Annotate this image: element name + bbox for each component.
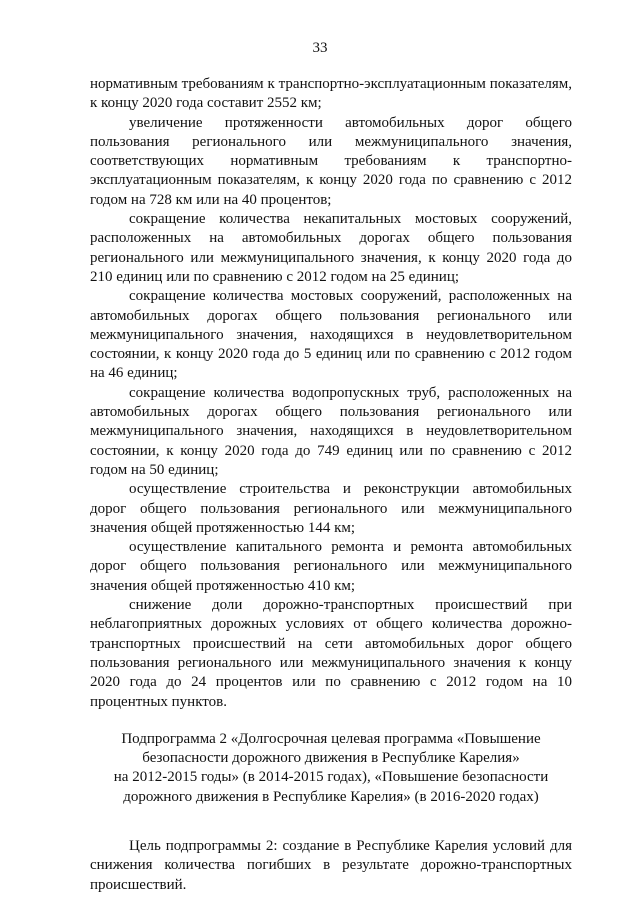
paragraph-continuation: нормативным требованиям к транспортно-эксплуатационным показателям, к концу 2020 года составит 2552 км; (90, 76, 572, 112)
subprogram-heading (90, 730, 572, 807)
subprogram-heading-line: дорожного движения в Республике Карелия» (в 2016-2020 годах) (123, 788, 539, 805)
subprogram-heading-line: Подпрограмма 2 «Долгосрочная целевая программа «Повышение (121, 730, 541, 747)
paragraph-accident-share: снижение доли дорожно-транспортных происшествий при неблагоприятных дорожных условиях от общего количества дорожно-транспортных происшествий на сети автомобильных дорог общего пользования регионального или межмуниципального значения к концу 2020 года до 24 процентов или по сравнению с 2012 годом на 10 процентных пунктов. (90, 597, 572, 710)
page-number: 33 (312, 40, 328, 56)
paragraph-unsatisfactory-bridges: сокращение количества мостовых сооружений, расположенных на автомобильных дорогах общего пользования регионального или межмуниципального значения, находящихся в неудовлетворительном состоянии, к концу 2020 года до 5 единиц или по сравнению с 2012 годом на 46 единиц; (90, 288, 572, 382)
paragraph-noncapital-bridges: сокращение количества некапитальных мостовых сооружений, расположенных на автомобильных дорогах общего пользования регионального или межмуниципального значения, к концу 2020 года до 210 единиц или по сравнению с 2012 годом на 25 единиц; (90, 211, 572, 285)
subprogram-goal-paragraph: Цель подпрограммы 2: создание в Республике Карелия условий для снижения количества погибших в результате дорожно-транспортных происшествий. (90, 837, 572, 893)
subprogram-heading-line: безопасности дорожного движения в Республике Карелия» (142, 750, 520, 767)
paragraph-road-length-increase: увеличение протяженности автомобильных дорог общего пользования регионального или межмуниципального значения, соответствующих нормативным требованиям к транспортно-эксплуатационным показателям, к концу 2020 года по сравнению с 2012 годом на 728 км или на 40 процентов; (90, 114, 572, 208)
paragraph-culverts: сокращение количества водопропускных труб, расположенных на автомобильных дорогах общего пользования регионального или межмуниципального значения, находящихся в неудовлетворительном состоянии, к концу 2020 года до 749 единиц или по сравнению с 2012 годом на 50 единиц; (90, 384, 572, 478)
paragraph-construction: осуществление строительства и реконструкции автомобильных дорог общего пользования регионального или межмуниципального значения общей протяженностью 144 км; (90, 481, 572, 536)
subprogram-heading-line: на 2012-2015 годы» (в 2014-2015 годах), «Повышение безопасности (113, 769, 549, 786)
document-body (90, 75, 572, 895)
paragraph-repair: осуществление капитального ремонта и ремонта автомобильных дорог общего пользования регионального или межмуниципального значения общей протяженностью 410 км; (90, 539, 572, 594)
